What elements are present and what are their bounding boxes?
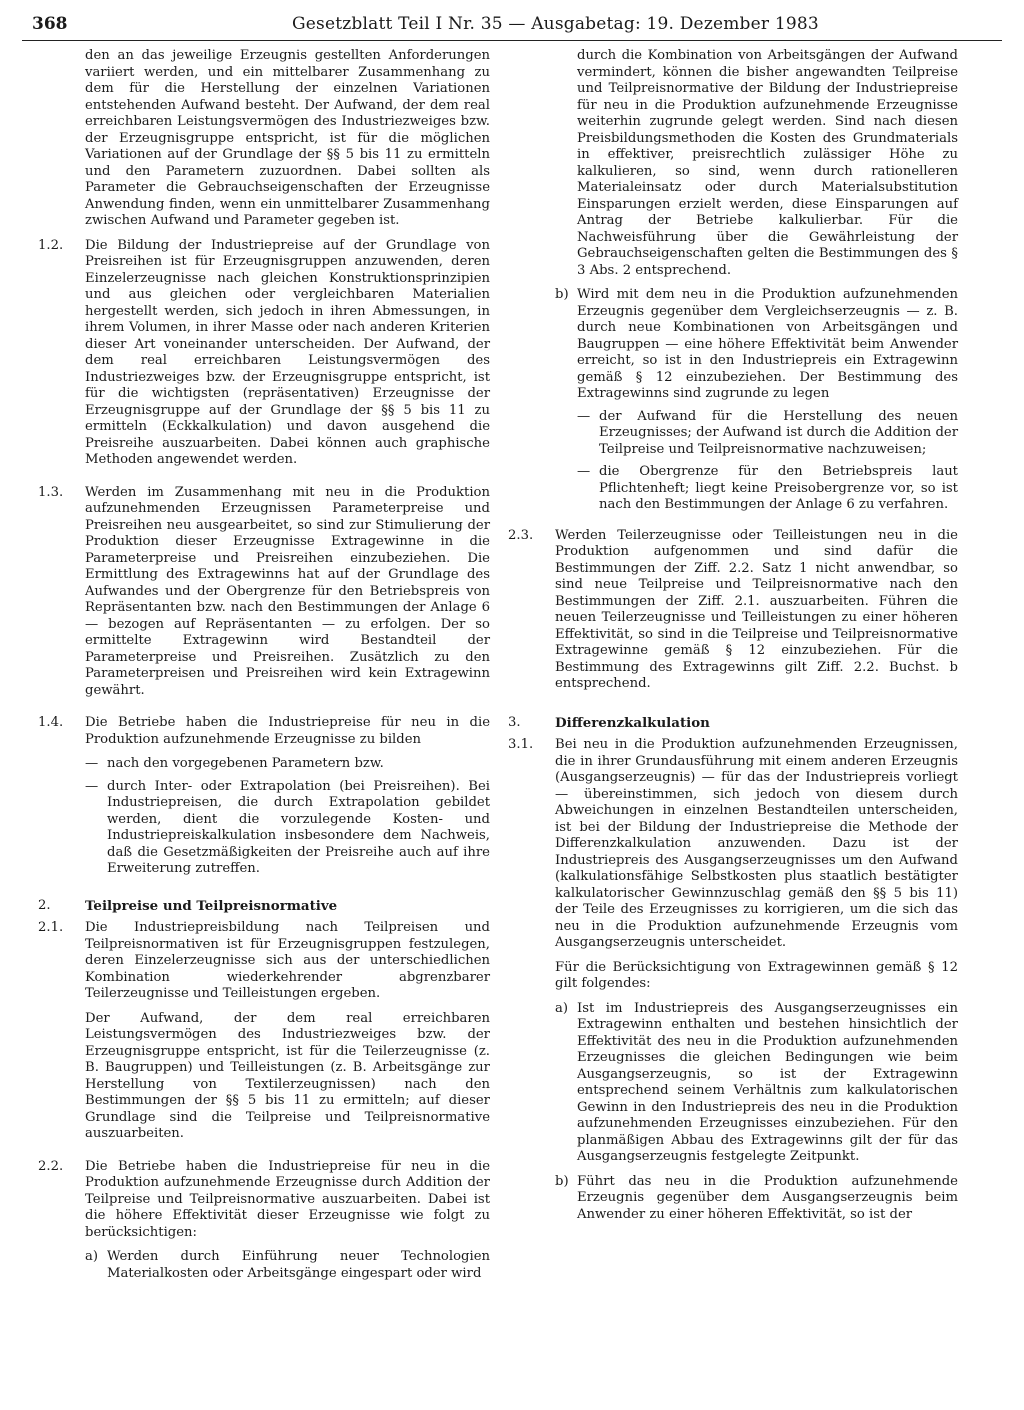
intro-paragraph: den an das jeweilige Erzeugnis gestellten Anforderungen variiert werden, und ein mittelbarer Zusammenhang zu dem für die Herstellung der einzelnen Variationen entstehenden Aufwand besteht. Der Aufwand, der dem real erreichbaren Leistungsvermögen des Industriezweiges bzw. der Erzeugnisgruppe entspricht, ist für die möglichen Variationen auf der Grundlage der §§ 5 bis 11 zu ermitteln und den Parametern zuzuordnen. Dabei sollten als Parameter die Gebrauchseigenschaften der Erzeugnisse Anwendung finden, wenn ein unmittelbarer Zusammenhang zwischen Aufwand und Parameter gegeben ist. [85,48,490,228]
item-marker: b) [555,1173,569,1189]
section-number: 1.3. [38,484,64,500]
list-item-a [85,1249,490,1282]
section-number: 2.1. [38,920,64,935]
dash-list-item [577,464,958,514]
paragraph: Bei neu in die Produktion aufzunehmenden Erzeugnissen, die in ihrer Grundausführung mit einem anderen Erzeugnis (Ausgangserzeugnis) — für das der Industriepreis vorliegt — übereinstimmen, sich jedoch von diesem durch Abweichungen in einzelnen Bestandteilen unterscheiden, ist bei der Bildung der Industriepreise die Methode der Differenzkalkulation anzuwenden. Dazu ist der Industriepreis des Ausgangserzeugnisses um den Aufwand (kalkulationsfähige Selbstkosten plus staatlich bestätigter kalkulatorischer Gewinnzuschlag gemäß den §§ 5 bis 11) der Teile des Erzeugnisses zu korrigieren, um die sich das neu in die Produktion aufzunehmende Erzeugnis vom Ausgangserzeugnis unterscheidet. [555,737,958,950]
list-item-b [555,287,958,520]
heading-number: 2. [38,897,51,913]
page-number: 368 [32,14,68,34]
item-text: Ist im Industriepreis des Ausgangserzeugnisses ein Extragewinn enthalten und bestehen hinsichtlich der Effektivität des neu in die Produktion aufzunehmenden Erzeugnisses die gleichen Bedingungen wie beim Ausgangserzeugnis, so ist der Extragewinn entsprechend seinem Verhältnis zum kalkulatorischen Gewinn in den Industriepreis des neu in die Produktion aufzunehmenden Erzeugnisses einzubeziehen. Für den planmäßigen Abbau des Extragewinns gilt der für das Ausgangserzeugnis festgelegte Zeitpunkt. [577,1000,958,1164]
section-1-3 [38,485,490,708]
left-column [38,48,490,1298]
heading-title: Differenzkalkulation [555,714,710,731]
list-item-a [555,1001,958,1166]
section-1-2 [38,238,490,477]
paragraph: Die Betriebe haben die Industriepreise für neu in die Produktion aufzunehmende Erzeugnisse zu bilden [85,715,490,747]
item-marker: b) [555,287,569,302]
section-number: 2.3. [508,527,534,543]
section-number: 3.1. [508,737,534,752]
item-marker: a) [555,1000,569,1016]
right-column [508,48,958,1239]
list-item-text: nach den vorgegebenen Parametern bzw. [107,756,384,771]
dash-list-item [85,779,490,878]
item-text: Führt das neu in die Produktion aufzunehmende Erzeugnis gegenüber dem Ausgangserzeugnis beim Anwender zu einer höheren Effektivität, so ist der [577,1173,958,1222]
section-2-1 [38,920,490,1151]
section-2-2 [38,1159,490,1291]
section-3-1 [508,737,958,1231]
section-heading-3 [508,715,958,732]
dash-list-item [85,756,490,773]
paragraph: Der Aufwand, der dem real erreichbaren Leistungsvermögen des Industriezweiges bzw. der Erzeugnisgruppe entspricht, ist für die Teilerzeugnisse (z. B. Baugruppen) und Teilleistungen (z. B. Arbeitsgänge zur Herstellung von Textilerzeugnissen) nach den Bestimmungen der §§ 5 bis 11 zu ermitteln; auf dieser Grundlage sind die Teilpreise und Teilpreisnormative auszuarbeiten. [85,1010,490,1141]
heading-number: 3. [508,714,521,730]
dash-bullet: — [85,756,99,771]
paragraph: Werden Teilerzeugnisse oder Teilleistungen neu in die Produktion aufgenommen und sind dafür die Bestimmungen der Ziff. 2.2. Satz 1 nicht anwendbar, so sind neue Teilpreise und Teilpreisnormative nach den Bestimmungen der Ziff. 2.1. auszuarbeiten. Führen die neuen Teilerzeugnisse und Teilleistungen zu einer höheren Effektivität, so sind in die Teilpreise und Teilpreisnormative Extragewinne gemäß § 12 einzubeziehen. Für die Bestimmung des Extragewinns gilt Ziff. 2.2. Buchst. b entsprechend. [555,527,958,691]
item-text: Wird mit dem neu in die Produktion aufzunehmenden Erzeugnis gegenüber dem Vergleichserzeugnis — z. B. durch neue Kombinationen von Arbeitsgängen und Baugruppen — eine höhere Effektivität beim Anwender erreicht, so ist in den Industriepreis ein Extragewinn gemäß § 12 einzubeziehen. Der Bestimmung des Extragewinns sind zugrunde zu legen [577,287,958,401]
list-item-text: durch Inter- oder Extrapolation (bei Preisreihen). Bei Industriepreisen, die durch Extrapolation gebildet werden, dient die vorzulegende Kosten- und Industriepreiskalkulation insbesondere dem Nachweis, daß die Gesetzmäßigkeiten der Preisreihe auch auf ihre Erweiterung zutreffen. [107,778,490,876]
dash-bullet: — [85,778,99,794]
section-2-3 [508,528,958,701]
paragraph: Die Bildung der Industriepreise auf der Grundlage von Preisreihen ist für Erzeugnisgruppen anzuwenden, deren Einzelerzeugnisse nach gleichen Konstruktionsprinzipien und aus gleichen oder vergleichbaren Materialien hergestellt werden, sich jedoch in ihren Abmessungen, in ihrem Volumen, in ihrer Masse oder nach anderen Kriterien dieser Art voneinander unterscheiden. Der Aufwand, der dem real erreichbaren Leistungsvermögen des Industriezweiges bzw. der Erzeugnisgruppe entspricht, ist für die wichtigsten (repräsentativen) Erzeugnisse der Erzeugnisgruppe auf der Grundlage der §§ 5 bis 11 zu ermitteln (Eckkalkulation) und davon ausgehend die Preisreihe auszuarbeiten. Dabei können auch graphische Methoden angewendet werden. [85,237,490,467]
section-number: 1.2. [38,237,64,253]
section-number: 2.2. [38,1158,64,1174]
dash-bullet: — [577,408,591,424]
page-header [22,10,1002,41]
paragraph: Die Industriepreisbildung nach Teilpreisen und Teilpreisnormativen ist für Erzeugnisgruppen festzulegen, deren Einzelerzeugnisse sich aus der unterschiedlichen Kombination wiederkehrender abgrenzbarer Teilerzeugnisse und Teilleistungen ergeben. [85,920,490,1001]
section-heading-2 [38,898,490,915]
item-text: Werden durch Einführung neuer Technologien Materialkosten oder Arbeitsgänge eingespart oder wird [107,1249,490,1281]
item-marker: a) [85,1249,99,1264]
paragraph: Werden im Zusammenhang mit neu in die Produktion aufzunehmenden Erzeugnissen Parameterpreise und Preisreihen neu ausgearbeitet, so sind zur Stimulierung der Produktion dieser Erzeugnisse Extragewinne in die Parameterpreise und Preisreihen einzubeziehen. Die Ermittlung des Extragewinns hat auf der Grundlage des Aufwandes und der Obergrenze für den Betriebspreis von Repräsentanten bzw. nach den Bestimmungen der Anlage 6 — bezogen auf Repräsentanten — zu erfolgen. Der so ermittelte Extragewinn wird Bestandteil der Parameterpreise und Preisreihen. Zusätzlich zu den Parameterpreisen und Preisreihen wird kein Extragewinn gewährt. [85,484,490,698]
paragraph: Für die Berücksichtigung von Extragewinnen gemäß § 12 gilt folgendes: [555,959,958,991]
list-item-b [555,1174,958,1224]
section-1-4 [38,715,490,884]
header-title: Gesetzblatt Teil I Nr. 35 — Ausgabetag: 19. Dezember 1983 [292,14,819,34]
list-item-text: der Aufwand für die Herstellung des neuen Erzeugnisses; der Aufwand ist durch die Addition der Teilpreise und Teilpreisnormative nachzuweisen; [599,408,958,457]
dash-bullet: — [577,464,591,479]
list-item-text: die Obergrenze für den Betriebspreis laut Pflichtenheft; liegt keine Preisobergrenze vor, so ist nach den Bestimmungen der Anlage 6 zu verfahren. [599,464,958,512]
paragraph: Die Betriebe haben die Industriepreise für neu in die Produktion aufzunehmende Erzeugnisse durch Addition der Teilpreise und Teilpreisnormative auszuarbeiten. Dabei ist die höhere Effektivität dieser Erzeugnisse wie folgt zu berücksichtigen: [85,1158,490,1240]
section-number: 1.4. [38,715,64,730]
heading-title: Teilpreise und Teilpreisnormative [85,897,338,914]
dash-list-item [577,409,958,459]
item-a-continuation [555,48,958,520]
paragraph: durch die Kombination von Arbeitsgängen der Aufwand vermindert, können die bisher angewandten Teilpreise und Teilpreisnormative der Bildung der Industriepreise für neu in die Produktion aufzunehmende Erzeugnisse weiterhin zugrunde gelegt werden. Sind nach diesen Preisbildungsmethoden die Kosten des Grundmaterials in effektiver, preisrechtlich zulässiger Höhe zu kalkulieren, so sind, wenn durch rationelleren Materialeinsatz oder durch Materialsubstitution Einsparungen erzielt werden, diese Einsparungen auf Antrag der Betriebe kalkulierbar. Für die Nachweisführung über die Gewährleistung der Gebrauchseigenschaften gelten die Bestimmungen des § 3 Abs. 2 entsprechend. [577,48,958,278]
